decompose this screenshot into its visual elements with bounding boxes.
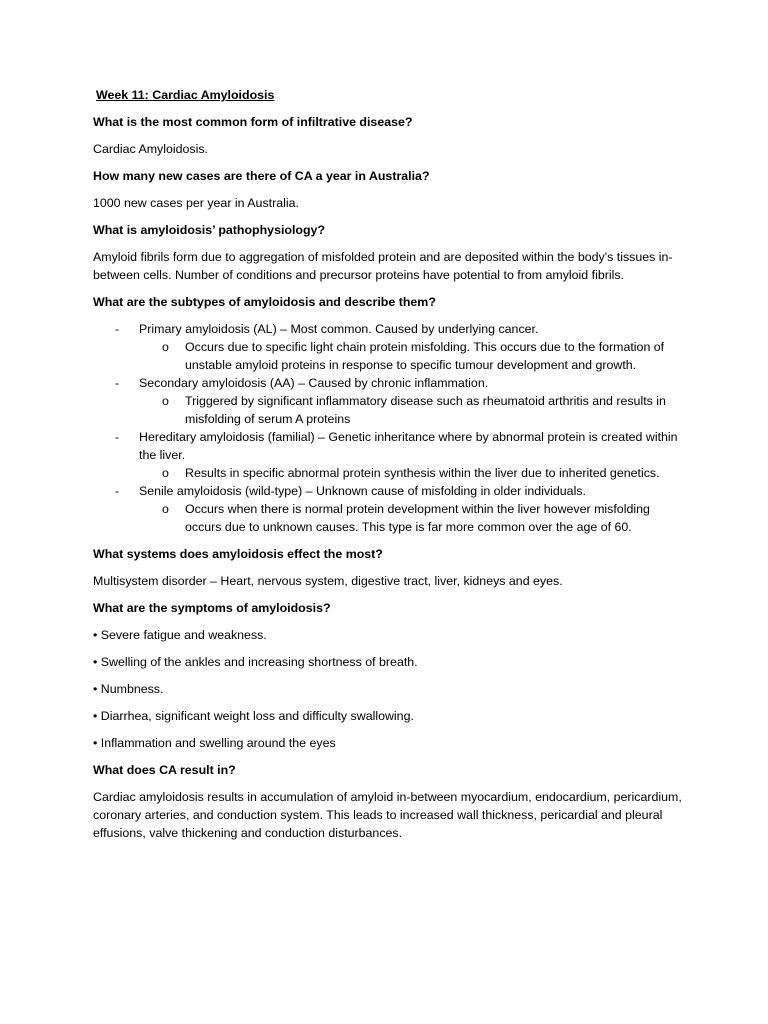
subtype-detail-text: Occurs due to specific light chain protein misfolding. This occurs due to the formation of unstable amyloid proteins in response to specific tumour development and growth. [185,340,665,372]
subtype-detail [139,338,683,374]
question-infiltrative: What is the most common form of infiltrative disease? [93,115,413,129]
answer-ca-result: Cardiac amyloidosis results in accumulation of amyloid in-between myocardium, endocardium, pericardium, coronary arteries, and conduction system. This leads to increased wall thickness, pericardial and pleural effusions, valve thickening and conduction disturbances. [93,790,682,840]
subtype-detail [139,392,683,428]
question-pathophysiology: What is amyloidosis’ pathophysiology? [93,223,326,237]
question-cases: How many new cases are there of CA a year in Australia? [93,169,430,183]
subtype-detail [139,464,683,482]
dash-marker: - [115,322,120,336]
dash-marker: - [115,376,120,390]
question-symptoms: What are the symptoms of amyloidosis? [93,601,331,615]
answer-cases: 1000 new cases per year in Australia. [93,196,299,210]
subtype-item [93,320,683,374]
answer-systems: Multisystem disorder – Heart, nervous system, digestive tract, liver, kidneys and eyes. [93,574,563,588]
circle-marker: o [162,466,169,480]
subtype-detail-list [139,392,683,428]
question-ca-result: What does CA result in? [93,763,236,777]
answer-pathophysiology: Amyloid fibrils form due to aggregation of misfolded protein and are deposited within the body's tissues in-between cells. Number of conditions and precursor proteins have potential to from amyloid fibrils. [93,250,673,282]
symptom-item: • Swelling of the ankles and increasing shortness of breath. [93,655,418,669]
document-body [93,86,683,851]
subtype-text: Primary amyloidosis (AL) – Most common. Caused by underlying cancer. [139,322,539,336]
subtype-item [93,374,683,428]
subtype-text: Secondary amyloidosis (AA) – Caused by chronic inflammation. [139,376,489,390]
document-title: Week 11: Cardiac Amyloidosis [96,88,275,102]
subtype-detail-text: Occurs when there is normal protein development within the liver however misfolding occurs due to unknown causes. This type is far more common over the age of 60. [185,502,650,534]
answer-infiltrative: Cardiac Amyloidosis. [93,142,209,156]
question-subtypes: What are the subtypes of amyloidosis and describe them? [93,295,436,309]
subtype-text: Hereditary amyloidosis (familial) – Genetic inheritance where by abnormal protein is created within the liver. [139,430,678,462]
circle-marker: o [162,394,169,408]
symptom-item: • Inflammation and swelling around the eyes [93,736,336,750]
circle-marker: o [162,502,169,516]
circle-marker: o [162,340,169,354]
subtype-text: Senile amyloidosis (wild-type) – Unknown cause of misfolding in older individuals. [139,484,586,498]
subtype-item [93,482,683,536]
dash-marker: - [115,484,120,498]
subtype-detail-list [139,464,683,482]
question-systems: What systems does amyloidosis effect the most? [93,547,383,561]
subtype-list [93,320,683,536]
subtype-detail [139,500,683,536]
subtype-detail-list [139,500,683,536]
symptom-item: • Severe fatigue and weakness. [93,628,267,642]
dash-marker: - [115,430,120,444]
symptom-item: • Numbness. [93,682,164,696]
subtype-item [93,428,683,482]
subtype-detail-text: Results in specific abnormal protein synthesis within the liver due to inherited genetics. [185,466,660,480]
symptom-item: • Diarrhea, significant weight loss and difficulty swallowing. [93,709,414,723]
subtype-detail-list [139,338,683,374]
subtype-detail-text: Triggered by significant inflammatory disease such as rheumatoid arthritis and results in misfolding of serum A proteins [185,394,666,426]
